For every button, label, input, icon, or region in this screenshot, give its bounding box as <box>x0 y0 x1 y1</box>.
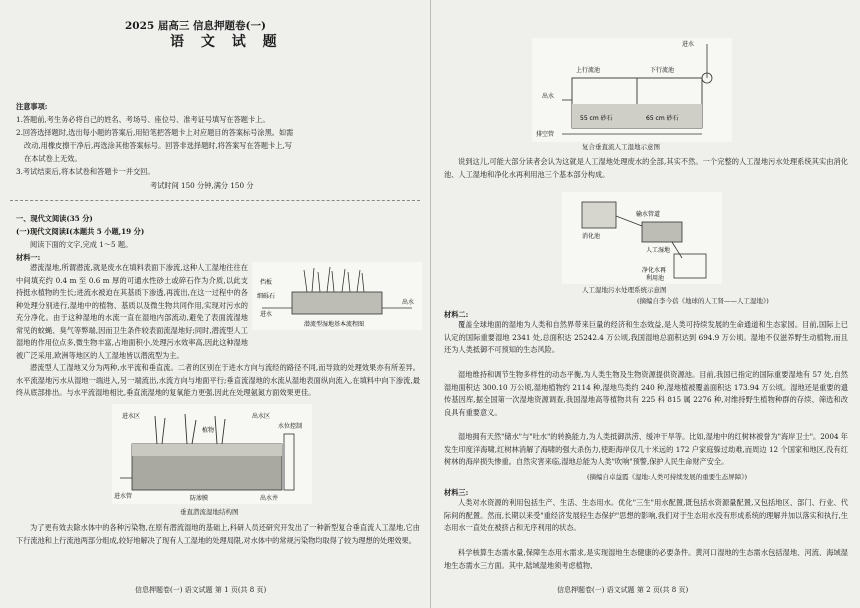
material-2-paragraph-2: 湿地维持和调节生物多样性的动态平衡,为人类生物及生物资源提供资源池。目前,我国已指定的国际重要湿地有 57 处,自然湿地面积达 300.10 万公顷,湿地植物约 2114 种,湿地鸟类约 240 种,湿地植被覆盖面积达 173.94 万公顷。湿地还是重要的遗传基因库,据全国第一次湿地资源调查,我国湿地高等植物共有 225 科 815 属 2276 种,对维持野生植物种群的存续、筛选和改良具有重要意义。 <box>444 370 848 417</box>
material-3-paragraph-1: 人类对水资源的利用包括生产、生活、生态用水。优化"三生"用水配置,既包括水资源量配置,又包括地区、部门、行业、代际间的配置。然而,长期以来受"重经济发展轻生态保护"思想的影响,我们对于生态用水没有形成系统的理解并加以落实和执行,生态用水一直处在被挤占和无序利用的状态。 <box>444 498 848 532</box>
page-divider <box>430 0 431 608</box>
material-1-label: 材料一: <box>16 253 41 262</box>
page-2 <box>432 0 860 608</box>
material-1-paragraph-1: 潜流湿地,所谓潜流,就是废水在填料表面下渗流,这种人工湿地往往在中间填充约 0.4 m 至 0.6 m 厚的可通水性砂土或碎石作为介质,以此支持挺水植物的生长;进流水被迫在其基质下渗透,再流出,在这一过程中的各种处理分别进行,湿地中的植物、基质以及微生物共同作用,实现对污水的充分净化。由于这种湿地的水流一直在湿地内部流动,避免了表面流湿地常见的蚊蝇、臭气等弊端,因而卫生条件较表面流湿地好;同时,潜流型人工湿地的作用位点多,微生物丰富,占地面积小,处理污水效率高,因此这种湿地被广泛采用,欧洲等地区的人工湿地皆以潜流型为主。 <box>16 263 248 360</box>
fig3-up-pond: 上行流池 <box>576 67 601 74</box>
treatment-system-svg <box>562 192 722 284</box>
figure-subsurface-flow-diagram <box>252 262 422 330</box>
fig2-outlet-well: 出水井 <box>260 495 279 502</box>
section-heading: 一、现代文阅读(35 分) <box>16 214 93 223</box>
figure-vertical-flow-structure <box>112 404 312 504</box>
fig4-caption: 人工湿地污水处理系统示意图 <box>582 286 667 294</box>
notice-heading: 注意事项: <box>16 102 48 111</box>
material-2-label: 材料二: <box>444 310 469 319</box>
figure-treatment-system <box>562 192 722 284</box>
page-1-footer: 信息押题卷(一) 语文试题 第 1 页(共 8 页) <box>135 586 267 594</box>
subject-title: 语 文 试 题 <box>170 34 283 50</box>
fig3-caption: 复合垂直流人工湿地示意图 <box>582 143 660 151</box>
page-2-footer: 信息押题卷(一) 语文试题 第 2 页(共 8 页) <box>557 586 689 594</box>
fig4-reuse-b: 利用池 <box>646 275 665 282</box>
subsection-heading: (一)现代文阅读Ⅰ(本题共 5 小题,19 分) <box>16 227 145 236</box>
fig4-reuse-a: 净化水再 <box>642 267 667 274</box>
fig3-outlet: 出水 <box>542 93 555 100</box>
vertical-flow-svg <box>112 404 312 504</box>
fig1-caption: 潜流型湿地基本流程图 <box>304 321 365 328</box>
subsurface-flow-svg <box>252 262 422 330</box>
fig3-inlet: 进水 <box>682 41 695 48</box>
fig1-inlet-label: 进水 <box>260 311 273 318</box>
fig2-caption: 垂直潜流湿地结构图 <box>180 508 239 516</box>
fig2-liner: 防渗膜 <box>190 495 209 502</box>
fig2-inlet-tube: 进水管 <box>114 493 133 500</box>
page-2-intro-paragraph: 说到这儿,可能大部分读者会认为这就是人工湿地处理废水的全部,其实不然。一个完整的人工湿地污水处理系统其实由消化池、人工湿地和净化水再利用池三个基本部分构成。 <box>444 157 848 179</box>
notice-item-3: 3.考试结束后,将本试卷和答题卡一并交回。 <box>16 167 155 176</box>
fig2-plant: 植物 <box>202 427 215 434</box>
fig1-gravel-label: 细砾石 <box>257 293 276 300</box>
fig4-digest-pond: 消化池 <box>582 233 601 240</box>
fig1-outlet-label: 出水 <box>402 299 415 306</box>
notice-item-1: 1.答题前,考生务必将自己的姓名、考场号、座位号、准考证号填写在答题卡上。 <box>16 115 270 124</box>
notice-item-2a: 2.回答选择题时,选出每小题的答案后,用铅笔把答题卡上对应题目的答案标号涂黑。如需 <box>16 128 294 137</box>
exam-header-title: 2025 届高三 信息押题卷(一) <box>125 20 266 32</box>
notice-item-2b: 改动,用橡皮擦干净后,再选涂其他答案标号。回答非选择题时,将答案写在答题卡上,写 <box>24 141 292 150</box>
fig4-source: (摘编自李今蓓《地球的人工肾——人工湿地》) <box>637 297 769 305</box>
fig2-outlet-zone: 出水区 <box>252 413 271 420</box>
fig2-inlet-zone: 进水区 <box>122 413 141 420</box>
instruction: 阅读下面的文字,完成 1～5 题。 <box>30 240 133 249</box>
material-1-paragraph-3: 为了更有效去除水体中的各种污染物,在原有潜流湿地的基础上,科研人员还研究开发出了一种新型复合垂直流人工湿地,它由下行流池和上行流池两部分组成,较好地解决了现有人工湿地的处理局限,对水体中的常规污染物均取得了较为理想的处理效果。 <box>16 523 420 545</box>
figure-composite-vertical-flow <box>532 38 732 142</box>
fig3-sand-2: 65 cm 砂石 <box>646 115 679 122</box>
material-3-paragraph-2: 科学核算生态需水量,保障生态用水需求,是实现湿地生态健康的必要条件。黄河口湿地的生态需水包括湿地、河流、海域湿地生态需水三方面。其中,陆域湿地须考虑植物、 <box>444 548 848 570</box>
material-2-paragraph-1: 覆盖全球地面的湿地为人类和自然界带来巨量的经济和生态效益,是人类可持续发展的生命通道和生态家园。目前,国际上已认定的国际重要湿地 2341 处,总面积达 25242.4 万公顷,我国湿地总面积达到 694.9 万公顷。湿地不仅滋养野生动植物,而且还为人类抵御不可预知的生态风险。 <box>444 320 848 354</box>
material-1-paragraph-2: 潜流型人工湿地又分为两种,水平流和垂直流。二者的区别在于进水方向与流经的路径不同,而导致的处理效果亦有所差异。水平流湿地污水从湿地一端进入,另一端流出,水流方向与地面平行;垂直流湿地的水流从湿地表面纵向流入,在填料中向下渗流,最终从底部排出。与水平流湿地相比,垂直流湿地的复氧能力更强,因此在处理氨氮方面效果更佳。 <box>16 363 420 397</box>
fig3-down-pond: 下行流池 <box>650 67 675 74</box>
fig4-pipe: 输水管道 <box>636 211 661 218</box>
exam-info: 考试时间 150 分钟,满分 150 分 <box>150 181 254 190</box>
fig3-drain: 排空管 <box>536 131 555 138</box>
fig1-baffle-label: 挡板 <box>260 279 273 286</box>
separator-line <box>10 200 420 201</box>
material-2-source: (摘编自卓益霞《湿地:人类可持续发展的重要生态屏障》) <box>587 473 748 481</box>
notice-item-2c: 在本试卷上无效。 <box>24 154 82 163</box>
fig2-water-control: 水位控制 <box>278 423 303 430</box>
fig3-sand-1: 55 cm 砂石 <box>580 115 613 122</box>
material-3-label: 材料三: <box>444 488 469 497</box>
material-2-paragraph-3: 湿地拥有天然"储水"与"吐水"的转换能力,为人类抵御洪涝、缓冲干旱等。比如,湿地中的红树林被誉为"海岸卫士"。2004 年发生印度洋海啸,红树林消解了海啸的强大杀伤力,使距海岸仅几十米远的 172 户家庭躲过劫难,而周边 12 个国家和地区,没有红树林的海岸损失惨重。自然灾害来临,湿地总能为人类"吹响"预警,保护人民生命财产安全。 <box>444 432 848 466</box>
fig4-wetland: 人工湿地 <box>646 247 671 254</box>
composite-flow-svg <box>532 38 732 142</box>
